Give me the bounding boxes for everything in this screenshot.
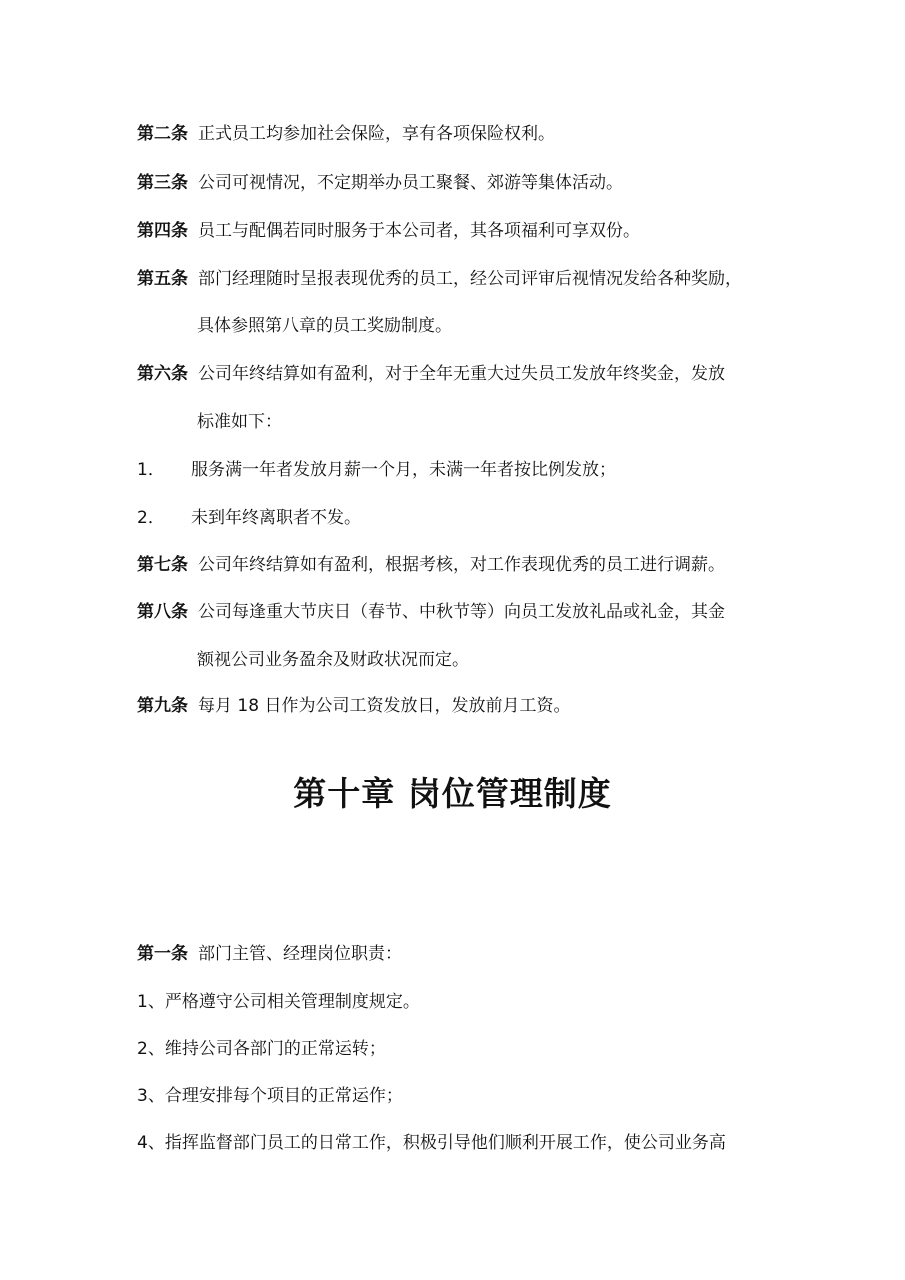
article-text: 每月 18 日作为公司工资发放日，发放前月工资。 <box>198 696 571 716</box>
article-label: 第八条 <box>137 602 188 622</box>
article-label: 第七条 <box>137 555 188 575</box>
article-7 <box>137 553 725 577</box>
duty-item: 1、严格遵守公司相关管理制度规定。 <box>137 992 420 1012</box>
article-text: 公司年终结算如有盈利，根据考核，对工作表现优秀的员工进行调薪。 <box>198 555 725 575</box>
article-2 <box>137 122 555 146</box>
article-9 <box>137 694 570 718</box>
duty-item: 4、指挥监督部门员工的日常工作，积极引导他们顺利开展工作，使公司业务高 <box>137 1133 726 1153</box>
article-label: 第三条 <box>137 173 188 193</box>
chapter-article-1 <box>137 942 402 966</box>
article-text: 员工与配偶若同时服务于本公司者，其各项福利可享双份。 <box>198 221 640 241</box>
article-4 <box>137 219 640 243</box>
article-label: 第四条 <box>137 221 188 241</box>
rule-text: 服务满一年者发放月薪一个月，未满一年者按比例发放； <box>191 460 616 480</box>
rule-number: 1． <box>137 460 165 480</box>
article-text: 部门主管、经理岗位职责： <box>198 944 402 964</box>
article-label: 第六条 <box>137 364 188 384</box>
chapter-title: 第十章 岗位管理制度 <box>293 774 612 813</box>
duty-item: 3、合理安排每个项目的正常运作； <box>137 1086 403 1106</box>
article-6 <box>137 362 725 386</box>
article-text: 公司每逢重大节庆日（春节、中秋节等）向员工发放礼品或礼金，其金 <box>198 602 725 622</box>
article-text: 正式员工均参加社会保险，享有各项保险权利。 <box>198 124 555 144</box>
article-8-continuation: 额视公司业务盈余及财政状况而定。 <box>197 650 469 670</box>
article-label: 第五条 <box>137 269 188 289</box>
article-text: 部门经理随时呈报表现优秀的员工，经公司评审后视情况发给各种奖励， <box>198 269 742 289</box>
rule-text: 未到年终离职者不发。 <box>191 508 361 528</box>
article-8 <box>137 600 725 624</box>
article-5 <box>137 267 742 291</box>
duty-item: 2、维持公司各部门的正常运转； <box>137 1039 386 1059</box>
article-text: 公司可视情况，不定期举办员工聚餐、郊游等集体活动。 <box>198 173 623 193</box>
rule-number: 2． <box>137 508 165 528</box>
article-3 <box>137 171 623 195</box>
article-6-continuation: 标准如下： <box>197 412 282 432</box>
article-label: 第九条 <box>137 696 188 716</box>
article-5-continuation: 具体参照第八章的员工奖励制度。 <box>197 316 452 336</box>
bonus-rule-1 <box>137 458 616 482</box>
article-label: 第一条 <box>137 944 188 964</box>
article-label: 第二条 <box>137 124 188 144</box>
bonus-rule-2 <box>137 506 361 530</box>
article-text: 公司年终结算如有盈利，对于全年无重大过失员工发放年终奖金，发放 <box>198 364 725 384</box>
